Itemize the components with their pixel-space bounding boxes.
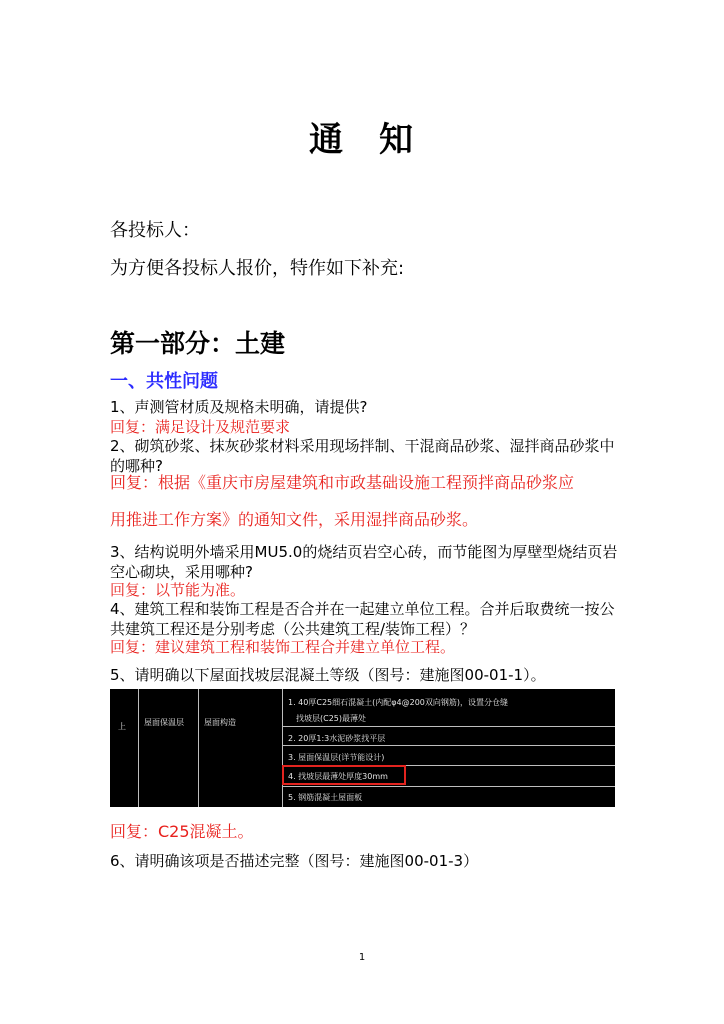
- reply-1: 回复：满足设计及规范要求: [110, 418, 291, 436]
- figure-cell: 4. 找坡层最薄处厚度30mm: [288, 772, 388, 781]
- figure-cell: 1. 40厚C25细石混凝土(内配φ4@200双向钢筋)，设置分仓缝: [288, 698, 508, 707]
- drawing-screenshot: [110, 689, 615, 807]
- reply-2-line-1: 回复：根据《重庆市房屋建筑和市政基础设施工程预拌商品砂浆应: [110, 473, 575, 492]
- reply-2-line-2: 用推进工作方案》的通知文件，采用湿拌商品砂浆。: [110, 510, 479, 529]
- reply-5: 回复：C25混凝土。: [110, 822, 254, 841]
- table-line: [282, 786, 615, 787]
- figure-cell: 上: [118, 722, 126, 731]
- table-line: [282, 726, 615, 727]
- reply-3: 回复：以节能为准。: [110, 581, 246, 599]
- question-4: 4、建筑工程和装饰工程是否合并在一起建立单位工程。合并后取费统一按公共建筑工程还是分别考虑（公共建筑工程/装饰工程）？: [110, 600, 615, 638]
- figure-cell: 3. 屋面保温层(详节能设计): [288, 753, 385, 762]
- figure-cell: 2. 20厚1:3水泥砂浆找平层: [288, 734, 386, 743]
- page-number: 1: [358, 952, 366, 963]
- highlight-box: [282, 765, 406, 785]
- notice-title: [0, 112, 724, 161]
- figure-cell: 5. 钢筋混凝土屋面板: [288, 793, 363, 802]
- reply-4: 回复：建议建筑工程和装饰工程合并建立单位工程。: [110, 638, 456, 656]
- question-5: 5、请明确以下屋面找坡层混凝土等级（图号：建施图00-01-1）。: [110, 666, 546, 684]
- salutation: 各投标人：: [110, 220, 200, 241]
- table-line: [198, 689, 199, 807]
- figure-cell: 屋面构造: [204, 718, 236, 727]
- figure-cell: 屋面保温层: [144, 718, 184, 727]
- figure-cell: 找坡层(C25)最薄处: [296, 714, 367, 723]
- question-2: 2、砌筑砂浆、抹灰砂浆材料采用现场拌制、干混商品砂浆、湿拌商品砂浆中的哪种?: [110, 437, 615, 475]
- table-line: [282, 689, 283, 807]
- table-line: [282, 745, 615, 746]
- table-line: [138, 689, 139, 807]
- part-heading: 第一部分：土建: [110, 329, 286, 358]
- question-3: 3、结构说明外墙采用MU5.0的烧结页岩空心砖，而节能图为厚壁型烧结页岩空心砌块，采用哪种?: [110, 543, 618, 581]
- section-heading: 一、共性问题: [110, 371, 218, 392]
- title-char-1: 通: [309, 120, 345, 160]
- question-1: 1、声测管材质及规格未明确，请提供?: [110, 398, 368, 416]
- title-char-2: 知: [379, 120, 415, 160]
- question-6: 6、请明确该项是否描述完整（图号：建施图00-01-3）: [110, 852, 479, 870]
- intro-text: 为方便各投标人报价，特作如下补充:: [110, 258, 405, 279]
